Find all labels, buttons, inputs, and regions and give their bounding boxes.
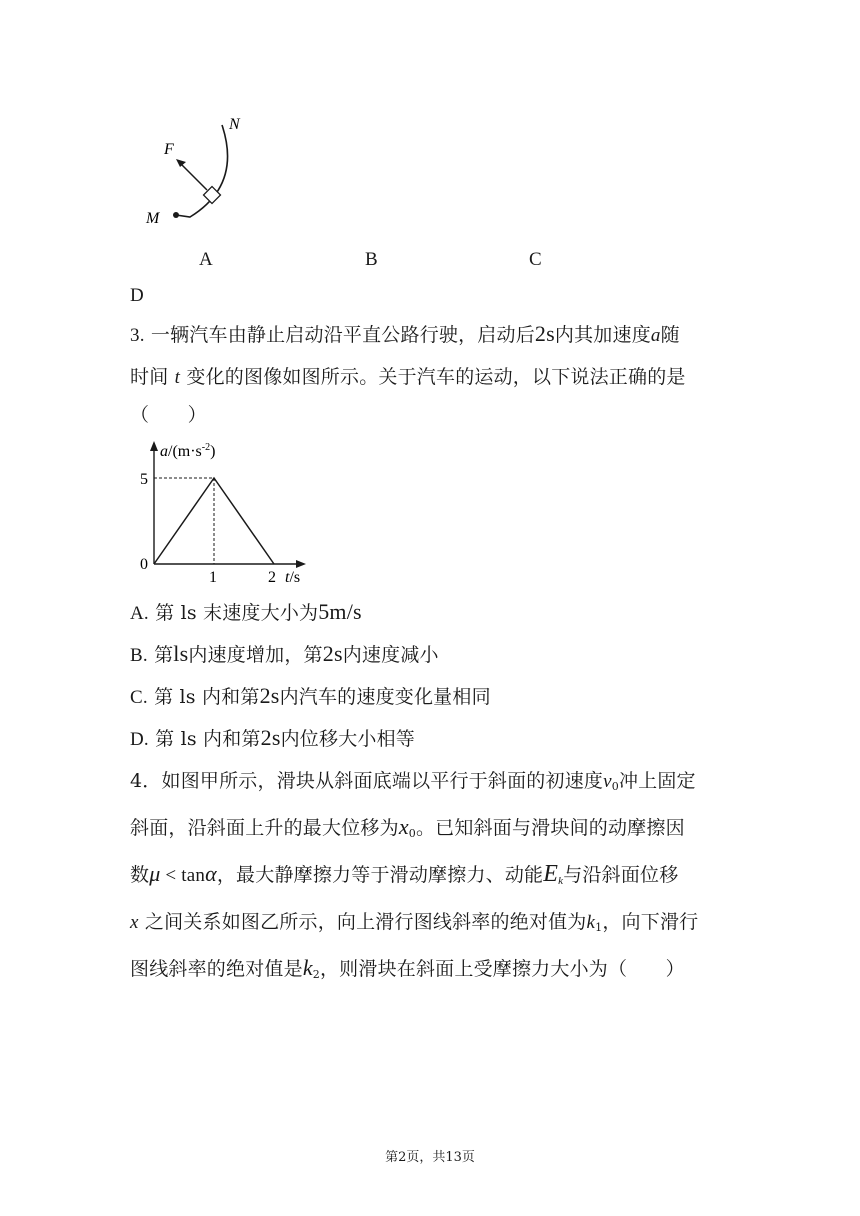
q4-line-2: 斜面，沿斜面上升的最大位移为$x_0$。已知斜面与滑块间的动摩擦因: [130, 814, 685, 840]
label-m: M: [146, 210, 160, 227]
x-tick-2: 2: [268, 569, 276, 586]
svg-text:t/s: t/s: [285, 569, 301, 586]
x-axis-var: t: [285, 569, 290, 586]
q3-line-2: 时间 t 变化的图像如图所示。关于汽车的运动，以下说法正确的是: [130, 366, 686, 388]
y-axis-var: a: [160, 443, 168, 460]
q3-option-b: B. 第ls内速度增加，第2s内速度减小: [130, 641, 439, 666]
q4-line-4: x 之间关系如图乙所示，向上滑行图线斜率的绝对值为$k_1$，向下滑行: [130, 911, 699, 934]
force-arrow-head: [176, 159, 186, 167]
q4-line-3: 数μ < tanα，最大静摩擦力等于滑动摩擦力、动能$E_k$与沿斜面位移: [130, 861, 679, 887]
option-b-label: B: [365, 249, 378, 270]
option-c-label: C: [529, 249, 542, 270]
label-n: N: [229, 116, 240, 133]
acceleration-time-graph: [130, 436, 320, 588]
page-footer: 第2页，共13页: [385, 1150, 475, 1165]
q4-line-1: 4．如图甲所示，滑块从斜面底端以平行于斜面的初速度$v_0$冲上固定: [130, 770, 696, 793]
label-f: F: [164, 141, 174, 158]
force-path-figure: [130, 105, 270, 235]
q4-line-5: 图线斜率的绝对值是$k_2$，则滑块在斜面上受摩擦力大小为（ ）: [130, 955, 685, 981]
origin-label: 0: [140, 556, 148, 573]
q3-option-d: D. 第 ls 内和第2s内位移大小相等: [130, 725, 416, 750]
option-d-label: D: [130, 285, 144, 306]
q3-line-1: 3. 一辆汽车由静止启动沿平直公路行驶，启动后2s内其加速度a随: [130, 321, 680, 346]
q3-option-a: A. 第 ls 末速度大小为5m/s: [130, 599, 362, 624]
q3-option-c: C. 第 ls 内和第2s内汽车的速度变化量相同: [130, 683, 491, 708]
q3-answer-bracket: （ ）: [130, 404, 207, 426]
option-a-label: A: [199, 249, 213, 270]
q3-number: 3.: [130, 325, 145, 346]
point-m: [173, 212, 179, 218]
y-tick-5: 5: [140, 471, 148, 488]
x-tick-1: 1: [209, 569, 217, 586]
svg-text:a/(m·s-2): $a/(m\cdot s^{-2})$: [160, 442, 216, 460]
